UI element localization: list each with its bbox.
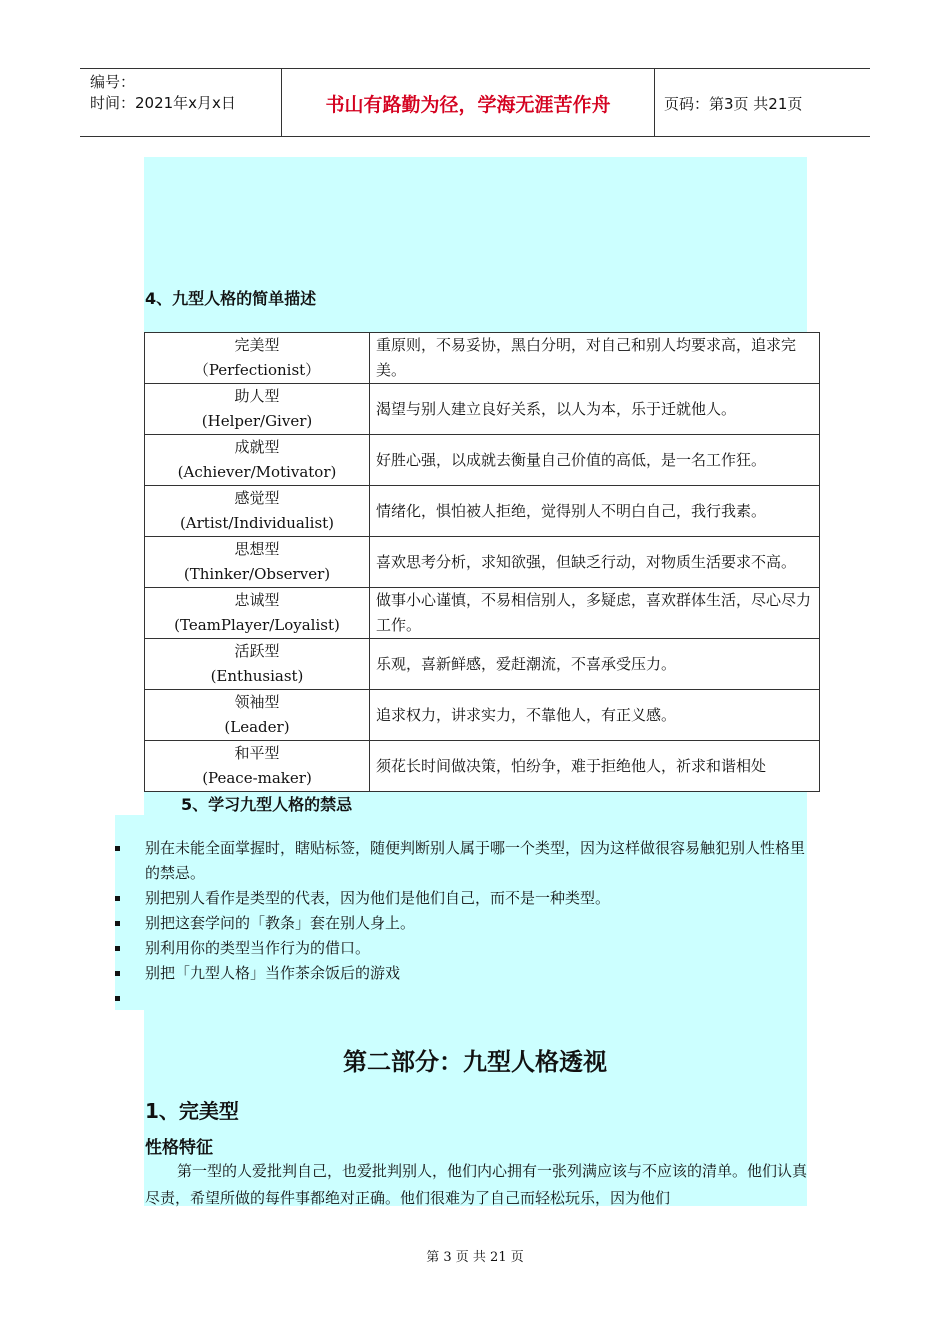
table-row [145,690,820,741]
type-name-cell [145,486,370,537]
footer-page-number: 第 3 页 共 21 页 [426,1250,524,1265]
list-item: 别把这套学问的「教条」套在别人身上。 [115,911,815,936]
list-item: 别在未能全面掌握时，瞎贴标签，随便判断别人属于哪一个类型，因为这样做很容易触犯别人性格里的禁忌。 [115,836,815,886]
type-english-name: （Perfectionist） [193,361,321,379]
type-description: 好胜心强，以成就去衡量自己价值的高低，是一名工作狂。 [370,435,820,486]
header-divider-2 [654,69,655,136]
feature-heading: 性格特征 [145,1138,213,1158]
type-description: 情绪化，惧怕被人拒绝，觉得别人不明白自己，我行我素。 [370,486,820,537]
type-name-cell [145,333,370,384]
type-name-cell [145,588,370,639]
part2-section1-heading: 1、完美型 [145,1099,239,1123]
table-row [145,537,820,588]
header-top-rule [80,68,870,69]
bullet-icon [115,846,120,851]
bullet-icon [115,921,120,926]
table-row [145,435,820,486]
type-name-cell [145,435,370,486]
type-name: 思想型 [234,540,280,558]
type-english-name: (Thinker/Observer) [183,565,331,583]
type-english-name: (Achiever/Motivator) [177,463,337,481]
type-name: 完美型 [234,336,280,354]
table-row [145,333,820,384]
header-number: 编号： [90,73,136,91]
personality-types-table [144,332,820,792]
section4-heading: 4、九型人格的简单描述 [145,289,317,308]
type-english-name: (Enthusiast) [210,667,304,685]
type-description: 追求权力，讲求实力，不靠他人，有正义感。 [370,690,820,741]
type-name-cell [145,741,370,792]
type-english-name: (Leader) [224,718,290,736]
bullet-icon [115,996,120,1001]
type-description: 重原则，不易妥协，黑白分明，对自己和别人均要求高，追求完美。 [370,333,820,384]
bullet-icon [115,896,120,901]
type-name: 领袖型 [234,693,280,711]
type-english-name: (Peace-maker) [202,769,312,787]
list-item: 别把别人看作是类型的代表，因为他们是他们自己，而不是一种类型。 [115,886,815,911]
type-description: 须花长时间做决策，怕纷争，难于拒绝他人，祈求和谐相处 [370,741,820,792]
taboo-list [115,836,815,1011]
type-english-name: (TeamPlayer/Loyalist) [174,616,340,634]
type-name-cell [145,384,370,435]
part2-title: 第二部分：九型人格透视 [343,1048,607,1076]
table-row [145,384,820,435]
bullet-icon [115,971,120,976]
type-name-cell [145,639,370,690]
header-page-number: 页码：第3页 共21页 [664,95,803,113]
table-row [145,588,820,639]
feature-paragraph: 第一型的人爱批判自己，也爱批判别人，他们内心拥有一张列满应该与不应该的清单。他们认真尽责，希望所做的每件事都绝对正确。他们很难为了自己而轻松玩乐，因为他们 [145,1162,808,1207]
type-description: 做事小心谨慎，不易相信别人，多疑虑，喜欢群体生活，尽心尽力工作。 [370,588,820,639]
table-row [145,741,820,792]
header-date: 时间：2021年x月x日 [90,94,236,112]
type-description: 喜欢思考分析，求知欲强，但缺乏行动，对物质生活要求不高。 [370,537,820,588]
section5-heading: 5、学习九型人格的禁忌 [181,795,353,814]
type-english-name: (Helper/Giver) [201,412,313,430]
type-name: 助人型 [234,387,280,405]
type-english-name: (Artist/Individualist) [179,514,335,532]
table-row [145,639,820,690]
type-name-cell [145,690,370,741]
header-motto: 书山有路勤为径，学海无涯苦作舟 [325,94,611,116]
header-bottom-rule [80,136,870,137]
type-name: 忠诚型 [234,591,280,609]
list-item: 别把「九型人格」当作茶余饭后的游戏 [115,961,815,986]
type-description: 乐观，喜新鲜感，爱赶潮流，不喜承受压力。 [370,639,820,690]
type-name-cell [145,537,370,588]
type-name: 成就型 [234,438,280,456]
type-name: 活跃型 [234,642,280,660]
type-name: 感觉型 [234,489,280,507]
bullet-icon [115,946,120,951]
list-item: 别利用你的类型当作行为的借口。 [115,936,815,961]
header-meta [90,72,236,114]
list-item [115,986,815,1011]
type-name: 和平型 [234,744,280,762]
table-row [145,486,820,537]
type-description: 渴望与别人建立良好关系，以人为本，乐于迁就他人。 [370,384,820,435]
